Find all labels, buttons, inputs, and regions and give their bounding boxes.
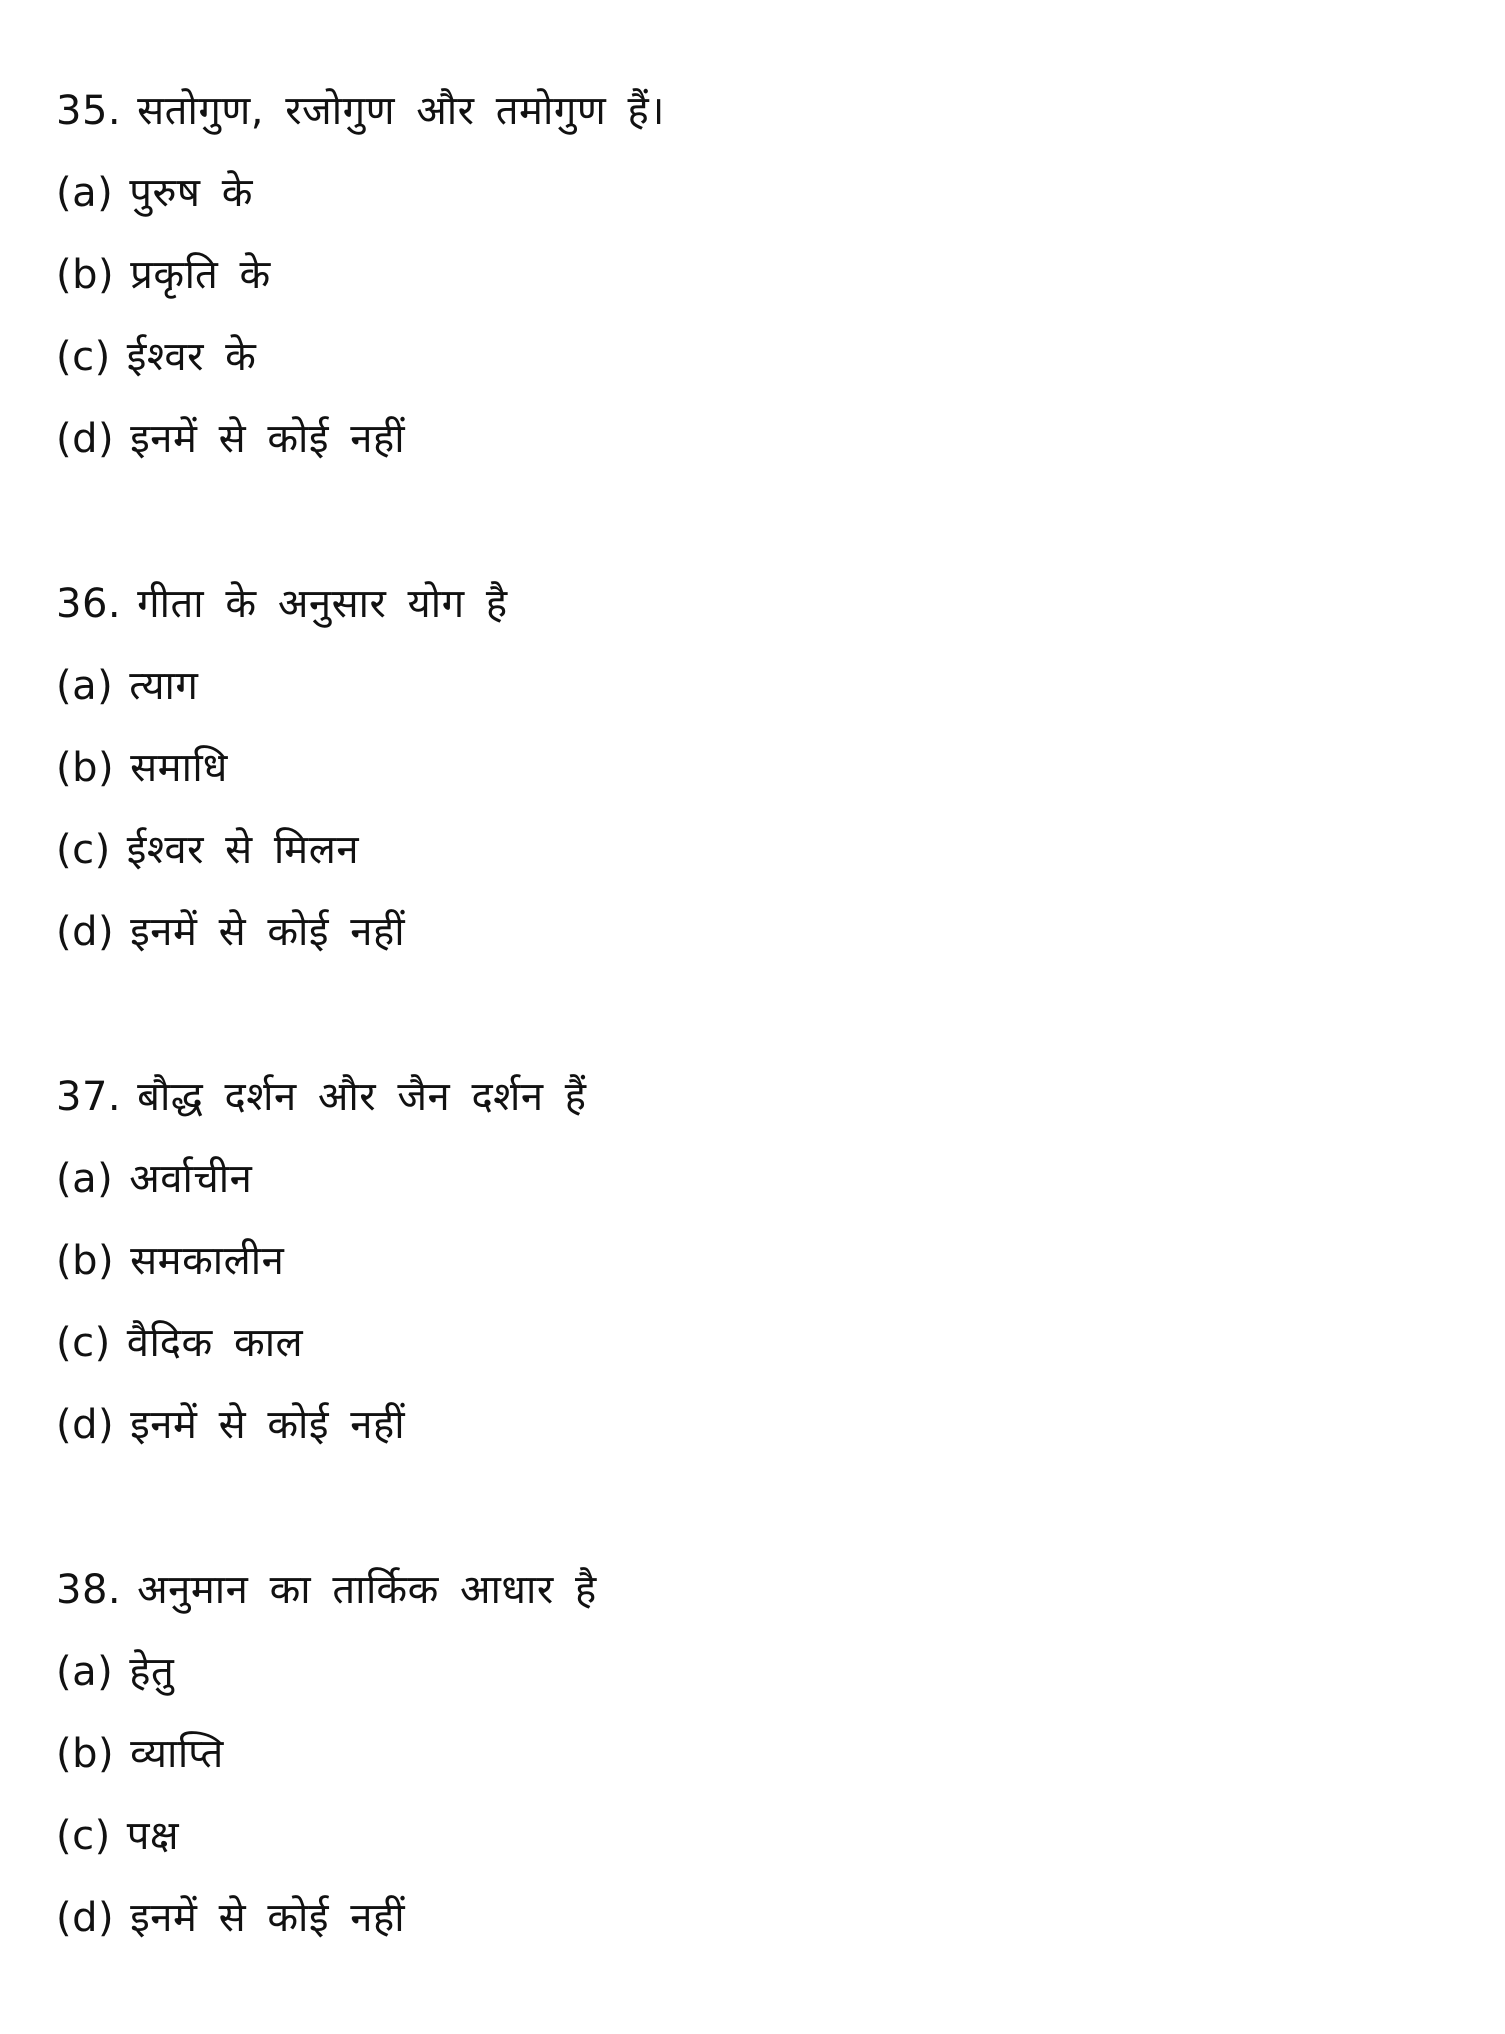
question-text: अनुमान का तार्किक आधार है xyxy=(137,1567,597,1613)
option-text: त्याग xyxy=(129,663,199,709)
option-label: (c) xyxy=(56,1813,111,1859)
option-text: समकालीन xyxy=(130,1238,285,1284)
question-35 xyxy=(56,70,1456,480)
option-text: इनमें से कोई नहीं xyxy=(130,416,406,462)
option-label: (d) xyxy=(56,909,115,955)
option-text: अर्वाचीन xyxy=(129,1156,253,1202)
option-d xyxy=(56,1384,1456,1466)
question-text: गीता के अनुसार योग है xyxy=(137,581,508,627)
question-text: बौद्ध दर्शन और जैन दर्शन हैं xyxy=(137,1074,587,1120)
option-label: (b) xyxy=(56,1731,115,1777)
question-stem xyxy=(56,563,1456,645)
question-36 xyxy=(56,563,1456,973)
option-d xyxy=(56,891,1456,973)
option-label: (d) xyxy=(56,1402,115,1448)
option-text: ईश्वर से मिलन xyxy=(126,827,360,873)
question-number: 37. xyxy=(56,1074,122,1120)
option-label: (c) xyxy=(56,1320,111,1366)
option-text: समाधि xyxy=(130,745,228,791)
option-c xyxy=(56,316,1456,398)
option-a xyxy=(56,1631,1456,1713)
option-c xyxy=(56,809,1456,891)
option-text: हेतु xyxy=(129,1649,175,1695)
option-label: (c) xyxy=(56,827,111,873)
question-stem xyxy=(56,1549,1456,1631)
question-38 xyxy=(56,1549,1456,1959)
option-b xyxy=(56,1713,1456,1795)
option-label: (d) xyxy=(56,1895,115,1941)
option-c xyxy=(56,1302,1456,1384)
option-text: व्याप्ति xyxy=(130,1731,224,1777)
option-d xyxy=(56,1877,1456,1959)
option-text: इनमें से कोई नहीं xyxy=(130,909,406,955)
option-a xyxy=(56,152,1456,234)
option-text: इनमें से कोई नहीं xyxy=(130,1895,406,1941)
option-text: पुरुष के xyxy=(129,170,253,216)
option-b xyxy=(56,1220,1456,1302)
option-label: (b) xyxy=(56,1238,115,1284)
option-a xyxy=(56,1138,1456,1220)
question-37 xyxy=(56,1056,1456,1466)
option-label: (b) xyxy=(56,252,115,298)
option-text: ईश्वर के xyxy=(126,334,257,380)
option-c xyxy=(56,1795,1456,1877)
question-number: 36. xyxy=(56,581,122,627)
option-text: वैदिक काल xyxy=(126,1320,304,1366)
question-number: 38. xyxy=(56,1567,122,1613)
option-label: (b) xyxy=(56,745,115,791)
option-text: पक्ष xyxy=(126,1813,180,1859)
option-label: (a) xyxy=(56,1649,114,1695)
option-label: (a) xyxy=(56,1156,114,1202)
option-label: (a) xyxy=(56,170,114,216)
option-a xyxy=(56,645,1456,727)
option-b xyxy=(56,727,1456,809)
question-number: 35. xyxy=(56,88,122,134)
option-b xyxy=(56,234,1456,316)
option-label: (c) xyxy=(56,334,111,380)
question-stem xyxy=(56,70,1456,152)
question-text: सतोगुण, रजोगुण और तमोगुण हैं। xyxy=(137,88,665,134)
option-d xyxy=(56,398,1456,480)
option-text: इनमें से कोई नहीं xyxy=(130,1402,406,1448)
option-text: प्रकृति के xyxy=(130,252,271,298)
option-label: (a) xyxy=(56,663,114,709)
option-label: (d) xyxy=(56,416,115,462)
question-stem xyxy=(56,1056,1456,1138)
